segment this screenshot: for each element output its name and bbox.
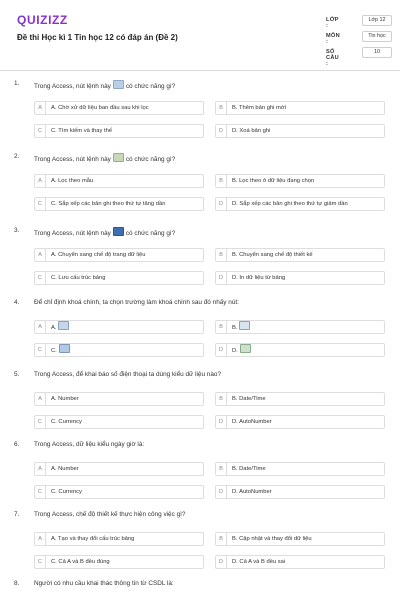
quizizz-logo: QUIZIZZ xyxy=(17,13,68,27)
option-text xyxy=(51,486,82,498)
option-letter: B xyxy=(216,393,227,405)
option-text xyxy=(51,175,93,187)
option-label: B. Thêm bản ghi mới xyxy=(232,105,286,111)
question-number: 2. xyxy=(14,153,20,160)
question-number: 3. xyxy=(14,227,20,234)
option-text xyxy=(51,249,145,261)
answer-option-c[interactable] xyxy=(34,197,204,211)
option-label: A. Chuyển sang chế độ trang dữ liệu xyxy=(51,252,146,258)
meta-label: SỐ CÂU : xyxy=(326,49,340,67)
sort-ascending-icon xyxy=(113,153,124,162)
option-label: D. In dữ liệu từ bảng xyxy=(232,275,286,281)
option-label: C. Currency xyxy=(51,419,82,425)
option-label: B. Chuyển sang chế độ thiết kế xyxy=(232,252,313,258)
answer-option-d[interactable] xyxy=(215,124,385,138)
option-letter: A xyxy=(35,249,46,261)
question-text-after: có chức năng gì? xyxy=(125,230,176,237)
option-label: D. Cả A và B đều sai xyxy=(232,559,286,565)
question-text-before: Người có nhu cầu khai thác thông tin từ CSDL là: xyxy=(34,580,174,587)
meta-label: MÔN : xyxy=(326,33,340,45)
question-text-before: Trong Access, nút lệnh này xyxy=(34,156,111,163)
save-icon xyxy=(113,227,124,236)
option-label: A. Number xyxy=(51,396,79,402)
option-label: C. Lưu cấu trúc bảng xyxy=(51,275,106,281)
question-number: 6. xyxy=(14,441,20,448)
answer-option-c[interactable] xyxy=(34,485,204,499)
option-label: D. AutoNumber xyxy=(232,419,272,425)
answer-option-b[interactable] xyxy=(215,101,385,115)
option-text xyxy=(232,463,266,475)
answer-option-d[interactable] xyxy=(215,555,385,569)
option-letter: B xyxy=(216,463,227,475)
answer-option-a[interactable] xyxy=(34,392,204,406)
option-letter: C xyxy=(35,344,46,356)
answer-option-c[interactable] xyxy=(34,124,204,138)
answer-option-b[interactable] xyxy=(215,248,385,262)
key-button-icon xyxy=(58,321,69,330)
option-letter: A xyxy=(35,393,46,405)
header-divider xyxy=(0,70,400,71)
option-letter: C xyxy=(35,416,46,428)
answer-option-d[interactable] xyxy=(215,271,385,285)
answer-option-b[interactable] xyxy=(215,392,385,406)
option-label: C. Sắp xếp các bản ghi theo thứ tự tăng dần xyxy=(51,201,166,207)
question-number: 8. xyxy=(14,580,20,587)
answer-option-c[interactable] xyxy=(34,271,204,285)
option-text xyxy=(51,344,70,357)
answer-option-a[interactable] xyxy=(34,248,204,262)
option-label: C. Currency xyxy=(51,489,82,495)
option-label: D. Xoá bản ghi xyxy=(232,128,271,134)
option-letter: A xyxy=(35,463,46,475)
option-label: B. xyxy=(232,325,238,331)
answer-option-b[interactable] xyxy=(215,174,385,188)
option-letter: D xyxy=(216,486,227,498)
option-letter: D xyxy=(216,416,227,428)
option-text xyxy=(51,556,110,568)
option-text xyxy=(232,416,272,428)
question-number: 7. xyxy=(14,511,20,518)
option-letter: B xyxy=(216,533,227,545)
answer-option-b[interactable] xyxy=(215,320,385,334)
question-text-before: Trong Access, chế độ thiết kế thực hiện công việc gì? xyxy=(34,511,186,518)
meta-value-box: Lớp 12 xyxy=(362,15,392,26)
option-text xyxy=(232,272,285,284)
question-text-before: Để chỉ định khoá chính, ta chọn trường làm khoá chính sau đó nhấy nút: xyxy=(34,299,239,306)
option-text xyxy=(232,393,266,405)
question-number: 4. xyxy=(14,299,20,306)
option-label: C. Tìm kiếm và thay thế xyxy=(51,128,113,134)
option-letter: D xyxy=(216,198,227,210)
option-label: A. Number xyxy=(51,466,79,472)
answer-option-a[interactable] xyxy=(34,320,204,334)
option-text xyxy=(232,486,272,498)
meta-value-box: Tin học xyxy=(362,31,392,42)
option-letter: B xyxy=(216,321,227,333)
meta-value-box: 10 xyxy=(362,47,392,58)
option-letter: D xyxy=(216,556,227,568)
option-label: C. Cả A và B đều đúng xyxy=(51,559,110,565)
option-text xyxy=(51,463,79,475)
option-text xyxy=(232,102,286,114)
answer-option-c[interactable] xyxy=(34,415,204,429)
option-text xyxy=(232,321,250,334)
option-text xyxy=(51,125,112,137)
option-label: A. xyxy=(51,325,57,331)
option-text xyxy=(232,249,313,261)
question-text-after: có chức năng gì? xyxy=(125,156,176,163)
option-letter: D xyxy=(216,125,227,137)
question-number: 5. xyxy=(14,371,20,378)
answer-option-a[interactable] xyxy=(34,174,204,188)
answer-option-d[interactable] xyxy=(215,343,385,357)
question-text xyxy=(34,227,175,237)
option-text xyxy=(51,102,149,114)
question-text xyxy=(34,580,174,587)
option-text xyxy=(51,533,134,545)
option-label: A. Chờ xử dữ liệu ban đầu sau khi lọc xyxy=(51,105,149,111)
option-text xyxy=(232,198,348,210)
answer-option-b[interactable] xyxy=(215,462,385,476)
key-button-icon xyxy=(239,321,250,330)
answer-option-a[interactable] xyxy=(34,101,204,115)
answer-option-a[interactable] xyxy=(34,532,204,546)
option-letter: B xyxy=(216,249,227,261)
key-button-icon xyxy=(240,344,251,353)
meta-label: LỚP : xyxy=(326,17,339,29)
option-letter: C xyxy=(35,556,46,568)
option-label: B. Lọc theo ô dữ liệu đang chọn xyxy=(232,178,315,184)
question-text-before: Trong Access, nút lệnh này xyxy=(34,230,111,237)
option-text xyxy=(51,393,79,405)
question-number: 1. xyxy=(14,80,20,87)
option-letter: C xyxy=(35,486,46,498)
option-text xyxy=(232,125,270,137)
option-letter: D xyxy=(216,344,227,356)
filter-selection-icon xyxy=(113,80,124,89)
page-title: Đề thi Học kì 1 Tin học 12 có đáp án (Đề 2) xyxy=(17,33,178,42)
answer-option-b[interactable] xyxy=(215,532,385,546)
option-text xyxy=(232,175,314,187)
option-label: B. Cập nhật và thay đổi dữ liệu xyxy=(232,536,312,542)
answer-option-c[interactable] xyxy=(34,555,204,569)
option-label: D. Sắp xếp các bản ghi theo thứ tự giảm dần xyxy=(232,201,348,207)
option-letter: C xyxy=(35,272,46,284)
question-text xyxy=(34,441,144,448)
key-button-icon xyxy=(59,344,70,353)
option-label: C. xyxy=(51,348,57,354)
question-text xyxy=(34,511,185,518)
question-text xyxy=(34,80,175,90)
question-text-after: có chức năng gì? xyxy=(125,83,176,90)
question-text xyxy=(34,299,239,306)
option-text xyxy=(51,198,165,210)
answer-option-d[interactable] xyxy=(215,415,385,429)
option-text xyxy=(232,533,312,545)
option-letter: B xyxy=(216,175,227,187)
option-letter: C xyxy=(35,198,46,210)
answer-option-c[interactable] xyxy=(34,343,204,357)
question-text xyxy=(34,371,221,378)
answer-option-a[interactable] xyxy=(34,462,204,476)
option-label: D. AutoNumber xyxy=(232,489,272,495)
option-letter: C xyxy=(35,125,46,137)
option-letter: A xyxy=(35,533,46,545)
question-text-before: Trong Access, nút lệnh này xyxy=(34,83,111,90)
option-letter: A xyxy=(35,321,46,333)
option-label: A. Lọc theo mẫu xyxy=(51,178,94,184)
option-text xyxy=(232,344,251,357)
option-label: B. Date/Time xyxy=(232,466,266,472)
option-letter: D xyxy=(216,272,227,284)
question-text xyxy=(34,153,175,163)
answer-option-d[interactable] xyxy=(215,197,385,211)
option-text xyxy=(51,321,69,334)
option-label: D. xyxy=(232,348,238,354)
option-text xyxy=(51,272,105,284)
option-letter: A xyxy=(35,175,46,187)
option-letter: A xyxy=(35,102,46,114)
option-label: A. Tạo và thay đổi cấu trúc bảng xyxy=(51,536,135,542)
option-label: B. Date/Time xyxy=(232,396,266,402)
question-text-before: Trong Access, dữ liệu kiểu ngày giờ là: xyxy=(34,441,145,448)
option-letter: B xyxy=(216,102,227,114)
question-text-before: Trong Access, để khai báo số điện thoại ta dùng kiểu dữ liệu nào? xyxy=(34,371,222,378)
option-text xyxy=(232,556,285,568)
option-text xyxy=(51,416,82,428)
answer-option-d[interactable] xyxy=(215,485,385,499)
